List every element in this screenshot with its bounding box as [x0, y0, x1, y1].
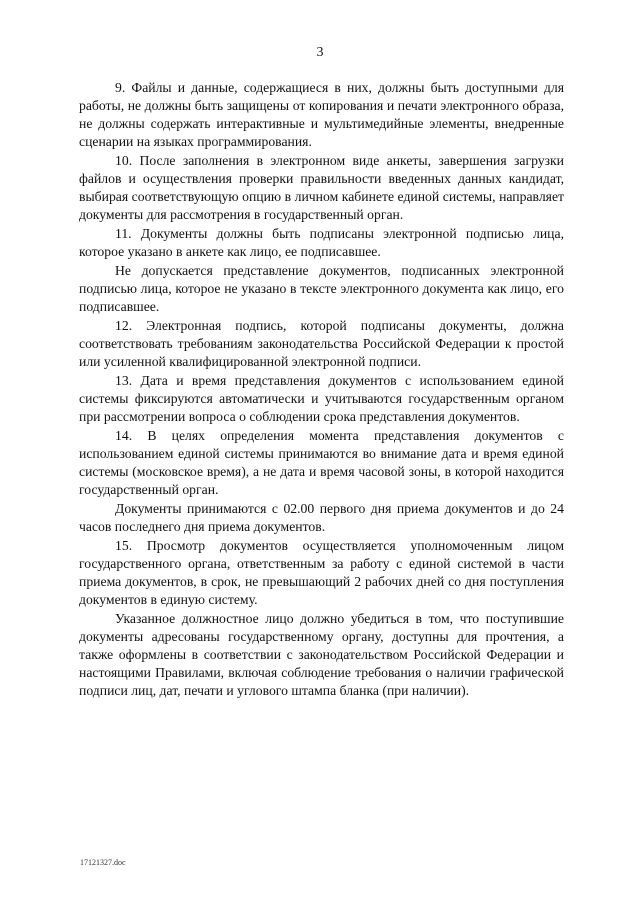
paragraph-item-15-continued: Указанное должностное лицо должно убедиться в том, что поступившие документы адресованы государственному органу, доступны для прочтения, а также оформлены в соответствии с законодательством Российской Федерации и настоящими Правилами, включая соблюдение требования о наличии графической подписи лиц, дат, печати и углового штампа бланка (при наличии). [79, 611, 564, 698]
paragraph-item-9: 9. Файлы и данные, содержащиеся в них, должны быть доступными для работы, не должны быть защищены от копирования и печати электронного образа, не должны содержать интерактивные и мультимедийные элементы, внедренные сценарии на языках программирования. [79, 80, 564, 149]
document-body [79, 79, 564, 701]
paragraph-item-11: 11. Документы должны быть подписаны электронной подписью лица, которое указано в анкете как лицо, ее подписавшее. [79, 226, 564, 259]
paragraph-item-10: 10. После заполнения в электронном виде анкеты, завершения загрузки файлов и осуществления проверки правильности введенных данных кандидат, выбирая соответствующую опцию в личном кабинете единой системы, направляет документы для рассмотрения в государственный орган. [79, 153, 564, 222]
paragraph-item-11-continued: Не допускается представление документов, подписанных электронной подписью лица, которое не указано в тексте электронного документа как лицо, его подписавшее. [79, 263, 564, 314]
paragraph-item-14-continued: Документы принимаются с 02.00 первого дня приема документов и до 24 часов последнего дня приема документов. [79, 501, 564, 534]
paragraph-item-14: 14. В целях определения момента представления документов с использованием единой системы принимаются во внимание дата и время единой системы (московское время), а не дата и время часовой зоны, в которой находится государственный орган. [79, 428, 564, 497]
paragraph-item-13: 13. Дата и время представления документов с использованием единой системы фиксируются автоматически и учитываются государственным органом при рассмотрении вопроса о соблюдении срока представления документов. [79, 373, 564, 424]
paragraph-item-12: 12. Электронная подпись, которой подписаны документы, должна соответствовать требованиям законодательства Российской Федерации к простой или усиленной квалифицированной электронной подписи. [79, 318, 564, 369]
paragraph-item-15: 15. Просмотр документов осуществляется уполномоченным лицом государственного органа, ответственным за работу с единой системой в части приема документов, в срок, не превышающий 2 рабочих дней со дня поступления документов в единую систему. [79, 538, 564, 607]
footer-file-code: 17121327.doc [80, 858, 126, 867]
page-number: 3 [316, 45, 324, 60]
